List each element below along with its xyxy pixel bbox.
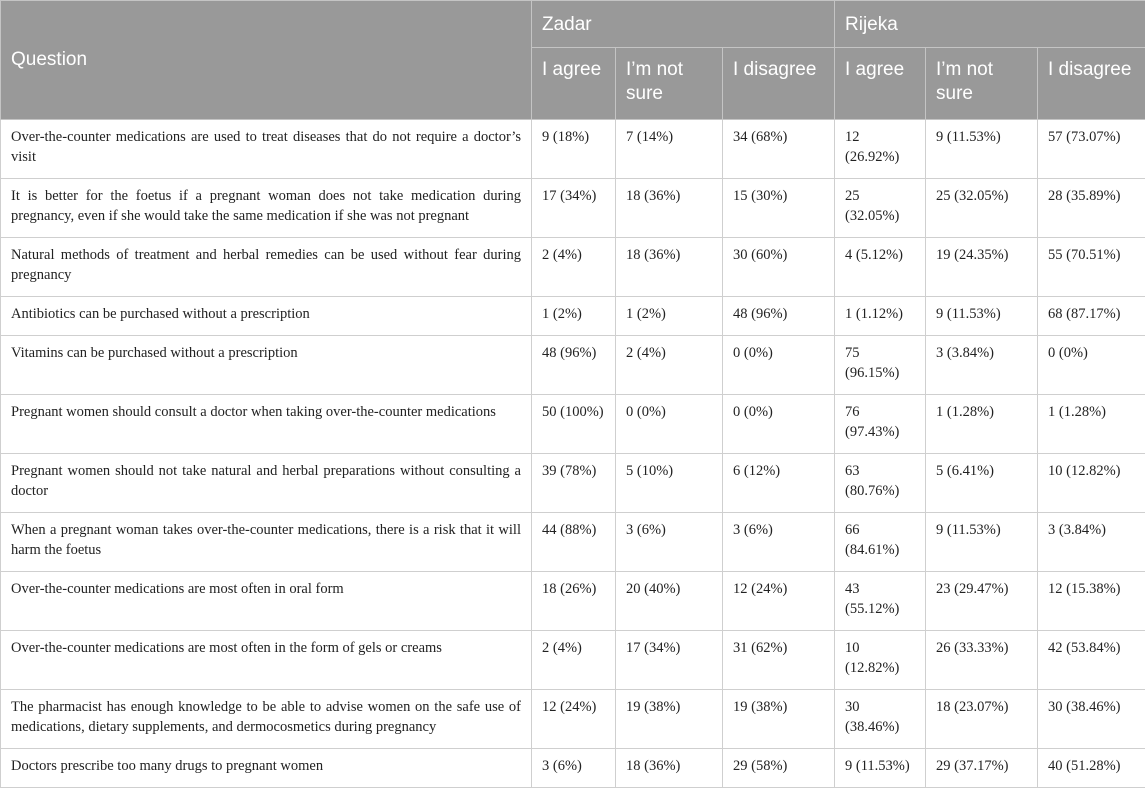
zadar-not-sure-cell: 17 (34%)	[616, 631, 723, 690]
zadar-not-sure-cell: 18 (36%)	[616, 749, 723, 788]
rijeka-not-sure-cell: 9 (11.53%)	[926, 297, 1038, 336]
zadar-disagree-cell: 31 (62%)	[723, 631, 835, 690]
question-cell: Pregnant women should not take natural and herbal preparations without consulting a doctor	[1, 454, 532, 513]
zadar-agree-header: I agree	[532, 48, 616, 120]
question-cell: Over-the-counter medications are most often in oral form	[1, 572, 532, 631]
zadar-disagree-cell: 34 (68%)	[723, 120, 835, 179]
zadar-not-sure-cell: 3 (6%)	[616, 513, 723, 572]
question-cell: Natural methods of treatment and herbal remedies can be used without fear during pregnancy	[1, 238, 532, 297]
table-row	[1, 513, 1145, 572]
rijeka-disagree-cell: 0 (0%)	[1038, 336, 1145, 395]
zadar-disagree-cell: 48 (96%)	[723, 297, 835, 336]
rijeka-agree-cell: 25 (32.05%)	[835, 179, 926, 238]
rijeka-agree-cell: 76 (97.43%)	[835, 395, 926, 454]
zadar-disagree-cell: 19 (38%)	[723, 690, 835, 749]
zadar-not-sure-header: I’m not sure	[616, 48, 723, 120]
zadar-not-sure-cell: 0 (0%)	[616, 395, 723, 454]
rijeka-not-sure-cell: 1 (1.28%)	[926, 395, 1038, 454]
zadar-disagree-cell: 30 (60%)	[723, 238, 835, 297]
table-body	[1, 120, 1145, 788]
rijeka-agree-cell: 12 (26.92%)	[835, 120, 926, 179]
zadar-disagree-cell: 0 (0%)	[723, 336, 835, 395]
zadar-not-sure-cell: 5 (10%)	[616, 454, 723, 513]
table-row	[1, 690, 1145, 749]
table-row	[1, 631, 1145, 690]
rijeka-agree-cell: 30 (38.46%)	[835, 690, 926, 749]
rijeka-not-sure-cell: 25 (32.05%)	[926, 179, 1038, 238]
rijeka-group-header: Rijeka	[835, 1, 1145, 48]
question-cell: Over-the-counter medications are used to treat diseases that do not require a doctor’s visit	[1, 120, 532, 179]
question-cell: Pregnant women should consult a doctor when taking over-the-counter medications	[1, 395, 532, 454]
rijeka-disagree-cell: 3 (3.84%)	[1038, 513, 1145, 572]
table-row	[1, 395, 1145, 454]
question-cell: The pharmacist has enough knowledge to be able to advise women on the safe use of medications, dietary supplements, and dermocosmetics during pregnancy	[1, 690, 532, 749]
zadar-agree-cell: 39 (78%)	[532, 454, 616, 513]
zadar-not-sure-cell: 2 (4%)	[616, 336, 723, 395]
rijeka-disagree-header: I disagree	[1038, 48, 1145, 120]
rijeka-agree-cell: 75 (96.15%)	[835, 336, 926, 395]
rijeka-agree-cell: 66 (84.61%)	[835, 513, 926, 572]
rijeka-disagree-cell: 12 (15.38%)	[1038, 572, 1145, 631]
rijeka-agree-cell: 63 (80.76%)	[835, 454, 926, 513]
zadar-disagree-cell: 15 (30%)	[723, 179, 835, 238]
rijeka-disagree-cell: 42 (53.84%)	[1038, 631, 1145, 690]
zadar-not-sure-cell: 20 (40%)	[616, 572, 723, 631]
rijeka-not-sure-cell: 5 (6.41%)	[926, 454, 1038, 513]
table-row	[1, 572, 1145, 631]
rijeka-not-sure-cell: 18 (23.07%)	[926, 690, 1038, 749]
zadar-agree-cell: 1 (2%)	[532, 297, 616, 336]
zadar-not-sure-cell: 19 (38%)	[616, 690, 723, 749]
rijeka-not-sure-cell: 3 (3.84%)	[926, 336, 1038, 395]
table-row	[1, 120, 1145, 179]
zadar-disagree-cell: 3 (6%)	[723, 513, 835, 572]
table-header	[1, 1, 1145, 120]
table-row	[1, 749, 1145, 788]
zadar-disagree-header: I disagree	[723, 48, 835, 120]
question-cell: Over-the-counter medications are most often in the form of gels or creams	[1, 631, 532, 690]
zadar-agree-cell: 18 (26%)	[532, 572, 616, 631]
zadar-not-sure-cell: 7 (14%)	[616, 120, 723, 179]
zadar-agree-cell: 9 (18%)	[532, 120, 616, 179]
question-cell: Vitamins can be purchased without a prescription	[1, 336, 532, 395]
rijeka-disagree-cell: 55 (70.51%)	[1038, 238, 1145, 297]
rijeka-not-sure-header: I’m not sure	[926, 48, 1038, 120]
zadar-agree-cell: 50 (100%)	[532, 395, 616, 454]
rijeka-not-sure-cell: 29 (37.17%)	[926, 749, 1038, 788]
rijeka-agree-cell: 10 (12.82%)	[835, 631, 926, 690]
zadar-not-sure-cell: 18 (36%)	[616, 238, 723, 297]
rijeka-agree-cell: 43 (55.12%)	[835, 572, 926, 631]
rijeka-not-sure-cell: 23 (29.47%)	[926, 572, 1038, 631]
rijeka-disagree-cell: 10 (12.82%)	[1038, 454, 1145, 513]
zadar-agree-cell: 44 (88%)	[532, 513, 616, 572]
zadar-disagree-cell: 0 (0%)	[723, 395, 835, 454]
table-row	[1, 454, 1145, 513]
zadar-group-header: Zadar	[532, 1, 835, 48]
zadar-agree-cell: 17 (34%)	[532, 179, 616, 238]
rijeka-disagree-cell: 68 (87.17%)	[1038, 297, 1145, 336]
zadar-not-sure-cell: 1 (2%)	[616, 297, 723, 336]
rijeka-disagree-cell: 1 (1.28%)	[1038, 395, 1145, 454]
rijeka-agree-cell: 1 (1.12%)	[835, 297, 926, 336]
question-cell: Antibiotics can be purchased without a prescription	[1, 297, 532, 336]
zadar-agree-cell: 3 (6%)	[532, 749, 616, 788]
zadar-agree-cell: 48 (96%)	[532, 336, 616, 395]
question-cell: When a pregnant woman takes over-the-counter medications, there is a risk that it will harm the foetus	[1, 513, 532, 572]
question-column-header: Question	[1, 1, 532, 120]
zadar-agree-cell: 12 (24%)	[532, 690, 616, 749]
table-row	[1, 179, 1145, 238]
zadar-disagree-cell: 6 (12%)	[723, 454, 835, 513]
rijeka-agree-cell: 4 (5.12%)	[835, 238, 926, 297]
zadar-agree-cell: 2 (4%)	[532, 631, 616, 690]
rijeka-not-sure-cell: 19 (24.35%)	[926, 238, 1038, 297]
table-row	[1, 336, 1145, 395]
rijeka-agree-cell: 9 (11.53%)	[835, 749, 926, 788]
table-row	[1, 297, 1145, 336]
rijeka-disagree-cell: 57 (73.07%)	[1038, 120, 1145, 179]
zadar-disagree-cell: 12 (24%)	[723, 572, 835, 631]
question-cell: Doctors prescribe too many drugs to pregnant women	[1, 749, 532, 788]
zadar-disagree-cell: 29 (58%)	[723, 749, 835, 788]
rijeka-not-sure-cell: 9 (11.53%)	[926, 513, 1038, 572]
rijeka-disagree-cell: 28 (35.89%)	[1038, 179, 1145, 238]
rijeka-not-sure-cell: 9 (11.53%)	[926, 120, 1038, 179]
zadar-agree-cell: 2 (4%)	[532, 238, 616, 297]
question-cell: It is better for the foetus if a pregnant woman does not take medication during pregnancy, even if she would take the same medication if she was not pregnant	[1, 179, 532, 238]
zadar-not-sure-cell: 18 (36%)	[616, 179, 723, 238]
rijeka-agree-header: I agree	[835, 48, 926, 120]
table-row	[1, 238, 1145, 297]
rijeka-disagree-cell: 30 (38.46%)	[1038, 690, 1145, 749]
rijeka-not-sure-cell: 26 (33.33%)	[926, 631, 1038, 690]
rijeka-disagree-cell: 40 (51.28%)	[1038, 749, 1145, 788]
